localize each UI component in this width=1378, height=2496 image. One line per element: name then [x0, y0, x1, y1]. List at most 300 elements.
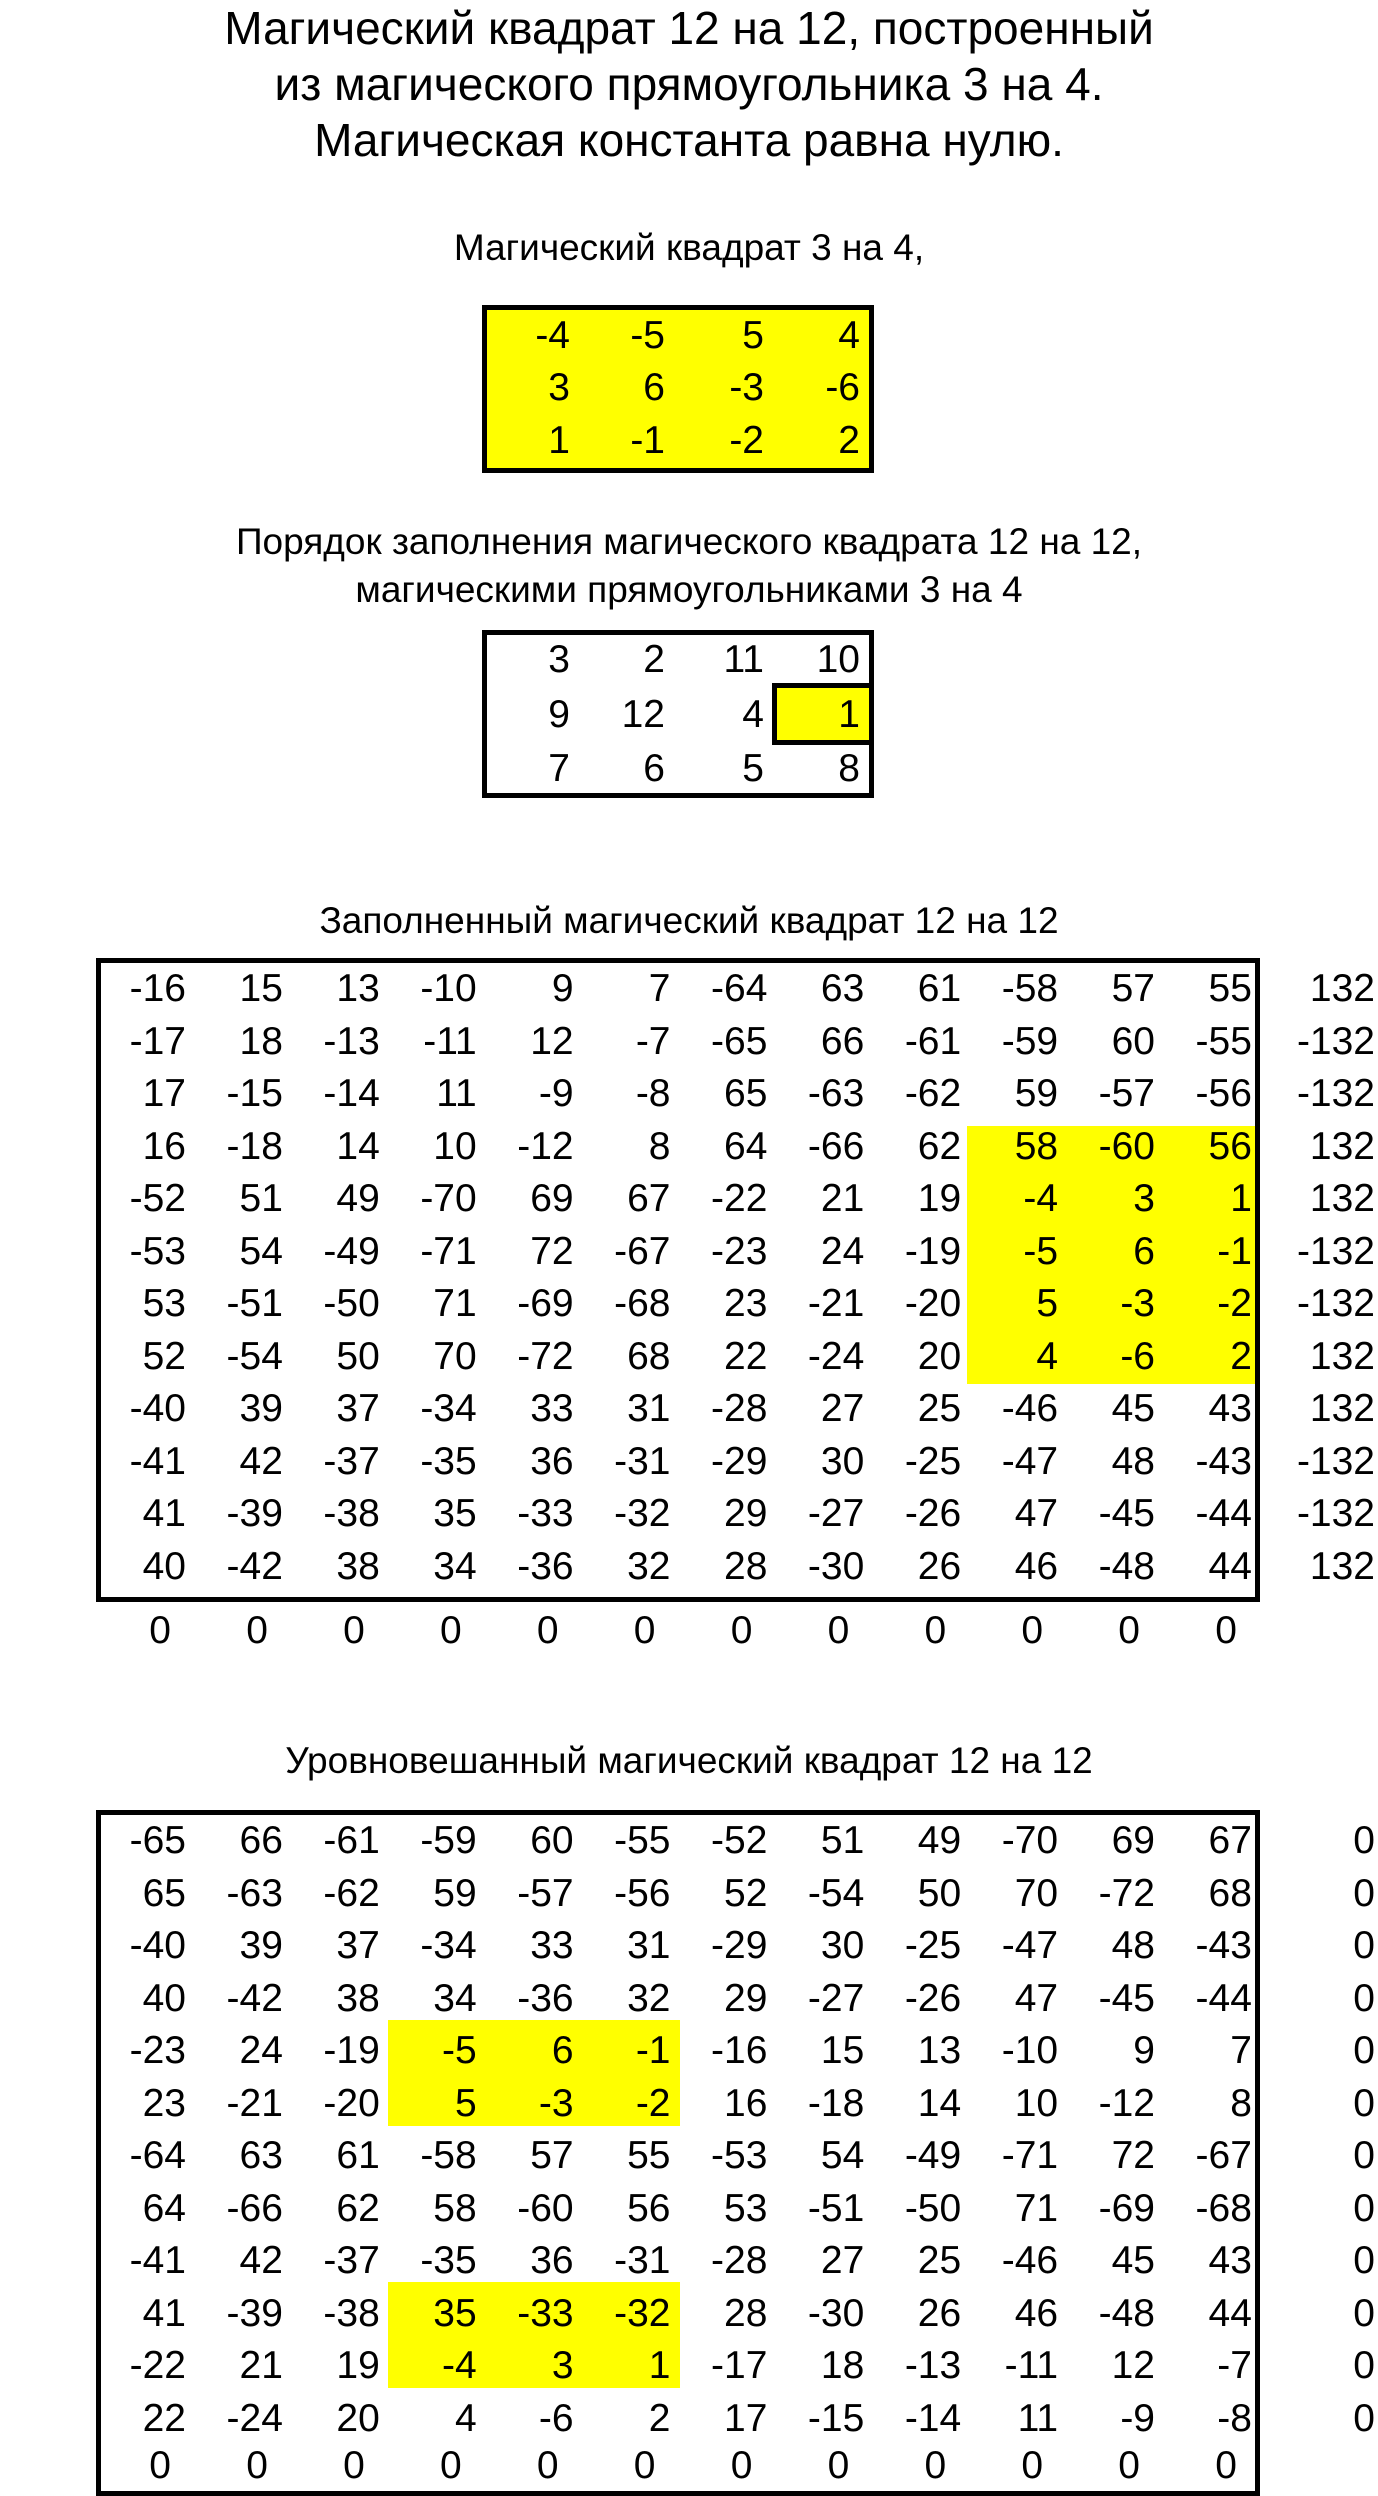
balanced-cell: 27: [820, 2239, 865, 2282]
filled-cell: 62: [917, 1124, 962, 1168]
balanced-cell: 11: [1017, 2396, 1059, 2440]
filled-row-sum: -132: [1296, 1229, 1375, 1273]
order-heading-line-1: Порядок заполнения магического квадрата 12 на 12,: [235, 521, 1143, 562]
balanced-cell: 2: [648, 2396, 671, 2440]
filled-cell: -58: [1001, 967, 1059, 1010]
balanced-cell: 65: [142, 1871, 186, 1915]
filled-cell: 63: [820, 967, 865, 1010]
filled-cell: 48: [1111, 1439, 1155, 1483]
balanced-cell: -40: [129, 1924, 186, 1967]
filled-row-sum: 132: [1309, 1334, 1375, 1378]
balanced-cell: 28: [724, 2291, 768, 2335]
rect-cell: -2: [729, 419, 764, 462]
page-title: [0, 0, 1378, 168]
filled-cell: 59: [1014, 1072, 1059, 1115]
balanced-row-sum: 0: [1353, 2081, 1375, 2125]
filled-cell: 45: [1111, 1387, 1155, 1430]
balanced-cell: 29: [724, 1976, 768, 2020]
filled-cell: 34: [433, 1544, 477, 1588]
filled-cell: -43: [1195, 1439, 1252, 1483]
filled-row-sum: -132: [1296, 1019, 1375, 1063]
filled-cell: 32: [627, 1544, 671, 1588]
balanced-cell: -71: [1001, 2134, 1059, 2177]
balanced-cell: 20: [336, 2396, 380, 2440]
balanced-col-sum: 0: [1118, 2444, 1140, 2487]
balanced-cell: 49: [917, 1819, 962, 1862]
balanced-cell: 70: [1014, 1871, 1059, 1915]
filled-cell: 19: [917, 1177, 962, 1220]
filled-cell: 37: [336, 1387, 380, 1430]
filled-cell: -28: [711, 1387, 768, 1430]
filled-cell: -4: [1023, 1177, 1059, 1220]
rect-cell: 2: [838, 419, 860, 462]
title-line-2: из магического прямоугольника 3 на 4.: [274, 58, 1104, 110]
balanced-cell: 39: [239, 1924, 283, 1967]
balanced-cell: -59: [420, 1819, 477, 1862]
filled-cell: 67: [627, 1177, 671, 1220]
balanced-cell: -39: [226, 2291, 283, 2335]
balanced-cell: 37: [336, 1924, 380, 1967]
balanced-col-sum: 0: [633, 2444, 656, 2487]
balanced-cell: 4: [454, 2396, 477, 2440]
title-line-1: Магический квадрат 12 на 12, построенный: [224, 2, 1154, 54]
order-cell: 6: [643, 747, 665, 790]
balanced-cell: -62: [323, 1871, 380, 1915]
filled-cell: 18: [239, 1019, 283, 1063]
filled-cell: 11: [436, 1072, 477, 1115]
filled-col-sum: 0: [1215, 1609, 1237, 1652]
balanced-cell: -68: [1195, 2186, 1252, 2230]
balanced-cell: 71: [1014, 2186, 1059, 2230]
order-cell: 2: [643, 638, 665, 681]
balanced-col-sum: 0: [149, 2444, 171, 2487]
filled-col-sum: 0: [633, 1609, 656, 1652]
filled-cell: -24: [807, 1334, 865, 1378]
filled-cell: 47: [1014, 1492, 1059, 1535]
filled-cell: -9: [538, 1072, 574, 1115]
filled-cell: 51: [239, 1177, 283, 1220]
balanced-cell: -64: [129, 2134, 186, 2177]
balanced-cell: -51: [807, 2186, 865, 2230]
filled-cell: 40: [142, 1544, 186, 1588]
filled-cell: 71: [433, 1282, 477, 1325]
filled-cell: -21: [807, 1282, 865, 1325]
balanced-cell: 52: [724, 1871, 768, 1915]
filled-cell: 56: [1208, 1124, 1252, 1168]
balanced-cell: -28: [711, 2239, 768, 2282]
filled-cell: -15: [226, 1072, 283, 1115]
filled-cell: -44: [1195, 1492, 1252, 1535]
filled-cell: -3: [1120, 1282, 1155, 1325]
filled-cell: -36: [517, 1544, 574, 1588]
order-cell: 12: [621, 693, 665, 736]
balanced-cell: -25: [904, 1924, 962, 1967]
balanced-cell: -8: [1217, 2396, 1252, 2440]
balanced-col-sum: 0: [246, 2444, 268, 2487]
balanced-cell: 35: [433, 2291, 477, 2335]
rect-cell: -3: [729, 366, 764, 409]
filled-col-sum: 0: [246, 1609, 268, 1652]
filled-cell: -57: [1098, 1072, 1155, 1115]
balanced-cell: -10: [1001, 2029, 1059, 2072]
balanced-cell: -48: [1098, 2291, 1155, 2335]
filled-cell: 3: [1133, 1177, 1155, 1220]
balanced-cell: -69: [1098, 2186, 1155, 2230]
filled-cell: -54: [226, 1334, 283, 1378]
filled-cell: -50: [323, 1282, 380, 1325]
filled-cell: -41: [129, 1439, 186, 1483]
balanced-row-sum: 0: [1353, 1976, 1375, 2020]
filled-cell: -16: [129, 967, 186, 1010]
balanced-cell: 57: [530, 2134, 574, 2177]
balanced-cell: -38: [323, 2291, 380, 2335]
filled-col-sum: 0: [1118, 1609, 1140, 1652]
balanced-cell: -12: [1098, 2081, 1155, 2125]
filled-cell: 42: [239, 1439, 283, 1483]
balanced-cell: 9: [1133, 2029, 1155, 2072]
balanced-cell: -42: [226, 1976, 283, 2020]
filled-cell: -8: [635, 1072, 671, 1115]
balanced-cell: -1: [635, 2029, 671, 2072]
order-cell: 9: [548, 693, 570, 736]
balanced-cell: -18: [807, 2081, 865, 2125]
filled-cell: -71: [420, 1229, 477, 1273]
balanced-cell: 44: [1208, 2291, 1252, 2335]
balanced-cell: -36: [517, 1976, 574, 2020]
balanced-cell: 59: [433, 1871, 477, 1915]
balanced-cell: 24: [239, 2029, 283, 2072]
order-cell: 10: [816, 638, 860, 681]
filled-cell: -45: [1098, 1492, 1155, 1535]
filled-cell: -22: [711, 1177, 768, 1220]
filled-row-sum: -132: [1296, 1439, 1375, 1483]
filled-cell: 25: [917, 1387, 962, 1430]
filled-cell: -30: [807, 1544, 865, 1588]
balanced-cell: -23: [129, 2029, 186, 2072]
filled-cell: 38: [336, 1544, 380, 1588]
filled-cell: 43: [1208, 1387, 1252, 1430]
balanced-cell: -24: [226, 2396, 283, 2440]
title-line-3: Магическая константа равна нулю.: [314, 114, 1064, 166]
balanced-cell: -43: [1195, 1924, 1252, 1967]
balanced-cell: -47: [1001, 1924, 1059, 1967]
filled-cell: 68: [627, 1334, 671, 1378]
balanced-cell: -29: [711, 1924, 768, 1967]
balanced-cell: -70: [1001, 1819, 1059, 1862]
filled-cell: 52: [142, 1334, 186, 1378]
filled-cell: -46: [1001, 1387, 1059, 1430]
filled-cell: 60: [1111, 1019, 1155, 1063]
balanced-cell: 16: [724, 2081, 768, 2125]
filled-cell: -13: [323, 1019, 380, 1063]
balanced-cell: 15: [820, 2029, 865, 2072]
filled-cell: -19: [904, 1229, 962, 1273]
filled-row-sum: 132: [1309, 1177, 1375, 1220]
filled-cell: 14: [336, 1124, 380, 1168]
rect-cell: -1: [630, 419, 665, 462]
filled-cell: 35: [433, 1492, 477, 1535]
balanced-row-sum: 0: [1353, 2239, 1375, 2282]
filled-cell: -40: [129, 1387, 186, 1430]
filled-cell: 23: [724, 1282, 768, 1325]
balanced-cell: -20: [323, 2081, 380, 2125]
filled-cell: -31: [614, 1439, 671, 1483]
filled-cell: 61: [917, 967, 962, 1010]
filled-cell: -5: [1023, 1229, 1059, 1273]
filled-cell: 72: [530, 1229, 574, 1273]
balanced-col-sum: 0: [827, 2444, 850, 2487]
balanced-cell: -32: [614, 2291, 671, 2335]
balanced-cell: 33: [530, 1924, 574, 1967]
balanced-row-sum: 0: [1353, 1871, 1375, 1915]
balanced-cell: -53: [711, 2134, 768, 2177]
balanced-cell: 53: [724, 2186, 768, 2230]
balanced-cell: -52: [711, 1819, 768, 1862]
filled-cell: -18: [226, 1124, 283, 1168]
filled-row-sum: -132: [1296, 1072, 1375, 1115]
filled-cell: 1: [1230, 1177, 1252, 1220]
filled-cell: 13: [336, 967, 380, 1010]
filled-cell: -42: [226, 1544, 283, 1588]
filled-cell: -33: [517, 1492, 574, 1535]
filled-cell: -12: [517, 1124, 574, 1168]
balanced-cell: 45: [1111, 2239, 1155, 2282]
filled-cell: -11: [423, 1019, 477, 1063]
balanced-cell: 50: [917, 1871, 962, 1915]
balanced-cell: 72: [1111, 2134, 1155, 2177]
order-cell: 11: [723, 638, 764, 681]
balanced-cell: 21: [239, 2344, 283, 2387]
balanced-cell: 36: [530, 2239, 574, 2282]
filled-cell: -69: [517, 1282, 574, 1325]
filled-cell: 28: [724, 1544, 768, 1588]
balanced-cell: -9: [1120, 2396, 1155, 2440]
balanced-cell: 42: [239, 2239, 283, 2282]
balanced-cell: -19: [323, 2029, 380, 2072]
filled-cell: 33: [530, 1387, 574, 1430]
balanced-cell: 67: [1208, 1819, 1252, 1862]
filled-cell: 39: [239, 1387, 283, 1430]
order-heading-line-2: магическими прямоугольниками 3 на 4: [355, 569, 1023, 610]
balanced-cell: -65: [129, 1819, 186, 1862]
balanced-row-sum: 0: [1353, 2029, 1375, 2072]
filled-cell: -14: [323, 1072, 380, 1115]
balanced-cell: 8: [1230, 2081, 1252, 2125]
rect-cell: 5: [742, 314, 764, 357]
filled-cell: -70: [420, 1177, 477, 1220]
balanced-cell: -55: [614, 1819, 671, 1862]
filled-cell: 50: [336, 1334, 380, 1378]
filled-cell: -17: [129, 1019, 186, 1063]
filled-cell: -29: [711, 1439, 768, 1483]
filled-cell: 30: [820, 1439, 865, 1483]
balanced-cell: 47: [1014, 1976, 1059, 2020]
balanced-col-sum: 0: [439, 2444, 462, 2487]
balanced-row-sum: 0: [1353, 2134, 1375, 2177]
balanced-cell: 61: [336, 2134, 380, 2177]
filled-cell: 7: [648, 967, 671, 1010]
filled-cell: -65: [711, 1019, 768, 1063]
filled-cell: 8: [648, 1124, 671, 1168]
balanced-cell: -58: [420, 2134, 477, 2177]
balanced-cell: -13: [904, 2344, 962, 2387]
balanced-cell: 22: [142, 2396, 186, 2440]
filled-row-sum: 132: [1309, 1124, 1375, 1168]
rect-cell: 1: [548, 419, 570, 462]
rect-cell: 3: [548, 366, 570, 409]
filled-cell: 9: [551, 967, 574, 1010]
balanced-cell: 63: [239, 2134, 283, 2177]
balanced-cell: 68: [1208, 1871, 1252, 1915]
filled-cell: 22: [724, 1334, 768, 1378]
balanced-cell: -15: [807, 2396, 865, 2440]
rect-cell: 4: [838, 314, 860, 357]
balanced-cell: 6: [551, 2029, 574, 2072]
balanced-col-sum: 0: [343, 2444, 365, 2487]
filled-col-sum: 0: [439, 1609, 462, 1652]
balanced-cell: -26: [904, 1976, 962, 2020]
filled-cell: 15: [239, 967, 283, 1010]
balanced-cell: 18: [820, 2344, 865, 2387]
filled-row-sum: -132: [1296, 1492, 1375, 1535]
filled-cell: -26: [904, 1492, 962, 1535]
order-cell: 4: [742, 693, 764, 736]
balanced-cell: 31: [627, 1924, 671, 1967]
balanced-cell: -34: [420, 1924, 477, 1967]
order-cell: 1: [838, 693, 860, 736]
filled-row-sum: 132: [1309, 1387, 1375, 1430]
filled-col-sum: 0: [730, 1609, 753, 1652]
balanced-cell: -50: [904, 2186, 962, 2230]
filled-cell: 55: [1208, 967, 1252, 1010]
filled-cell: -37: [323, 1439, 380, 1483]
filled-col-sum: 0: [536, 1609, 559, 1652]
filled-cell: -38: [323, 1492, 380, 1535]
balanced-cell: 64: [142, 2186, 186, 2230]
order-cell: 3: [548, 638, 570, 681]
balanced-col-sum: 0: [536, 2444, 559, 2487]
filled-cell: 41: [142, 1492, 186, 1535]
filled-heading: Заполненный магический квадрат 12 на 12: [319, 900, 1059, 941]
filled-cell: -32: [614, 1492, 671, 1535]
filled-cell: -2: [1217, 1282, 1252, 1325]
balanced-cell: -72: [1098, 1871, 1155, 1915]
balanced-cell: 58: [433, 2186, 477, 2230]
filled-cell: 27: [820, 1387, 865, 1430]
balanced-cell: -6: [538, 2396, 574, 2440]
balanced-cell: -16: [711, 2029, 768, 2072]
balanced-cell: -35: [420, 2239, 477, 2282]
balanced-cell: 23: [142, 2081, 186, 2125]
filled-cell: -23: [711, 1229, 768, 1273]
filled-cell: 69: [530, 1177, 574, 1220]
balanced-col-sum: 0: [924, 2444, 947, 2487]
balanced-cell: 12: [1111, 2344, 1155, 2387]
filled-cell: 58: [1014, 1124, 1059, 1168]
filled-cell: 26: [917, 1544, 962, 1588]
balanced-cell: 60: [530, 1819, 574, 1862]
balanced-row-sum: 0: [1353, 2186, 1375, 2230]
balanced-cell: -14: [904, 2396, 962, 2440]
filled-cell: 53: [142, 1282, 186, 1325]
filled-cell: 49: [336, 1177, 380, 1220]
filled-cell: 12: [530, 1019, 574, 1063]
order-cell: 7: [548, 747, 570, 790]
filled-cell: -53: [129, 1229, 186, 1273]
balanced-cell: 32: [627, 1976, 671, 2020]
balanced-cell: -11: [1004, 2344, 1059, 2387]
filled-row-sum: -132: [1296, 1282, 1375, 1325]
balanced-cell: -45: [1098, 1976, 1155, 2020]
filled-cell: 44: [1208, 1544, 1252, 1588]
filled-cell: 64: [724, 1124, 768, 1168]
filled-cell: 4: [1036, 1334, 1059, 1378]
balanced-cell: 14: [917, 2081, 962, 2125]
filled-cell: -10: [420, 967, 477, 1010]
balanced-col-sum: 0: [1215, 2444, 1237, 2487]
rect-cell: 6: [643, 366, 665, 409]
balanced-cell: 7: [1230, 2029, 1252, 2072]
balanced-cell: -41: [129, 2239, 186, 2282]
balanced-cell: -63: [226, 1871, 283, 1915]
filled-cell: 24: [820, 1229, 865, 1273]
balanced-cell: -17: [711, 2344, 768, 2387]
filled-cell: -72: [517, 1334, 574, 1378]
balanced-cell: 25: [917, 2239, 962, 2282]
filled-cell: -48: [1098, 1544, 1155, 1588]
filled-cell: 2: [1230, 1334, 1252, 1378]
balanced-row-sum: 0: [1353, 2396, 1375, 2440]
balanced-cell: -3: [538, 2081, 574, 2125]
filled-cell: 5: [1036, 1282, 1059, 1325]
balanced-cell: -46: [1001, 2239, 1059, 2282]
filled-col-sum: 0: [1021, 1609, 1044, 1652]
balanced-cell: -4: [442, 2344, 477, 2387]
balanced-cell: -22: [129, 2344, 186, 2387]
filled-cell: -66: [807, 1124, 865, 1168]
balanced-cell: 46: [1014, 2291, 1059, 2335]
balanced-cell: 17: [724, 2396, 768, 2440]
balanced-cell: 54: [820, 2134, 865, 2177]
balanced-cell: 48: [1111, 1924, 1155, 1967]
balanced-cell: 40: [142, 1976, 186, 2020]
filled-cell: 6: [1133, 1229, 1155, 1273]
filled-cell: -20: [904, 1282, 962, 1325]
filled-col-sum: 0: [827, 1609, 850, 1652]
filled-cell: 31: [627, 1387, 671, 1430]
balanced-cell: -56: [614, 1871, 671, 1915]
rect-cell: -4: [535, 314, 570, 357]
balanced-heading: Уровновешанный магический квадрат 12 на 12: [285, 1740, 1093, 1781]
filled-col-sum: 0: [149, 1609, 171, 1652]
filled-cell: 29: [724, 1492, 768, 1535]
filled-cell: 70: [433, 1334, 477, 1378]
filled-cell: -25: [904, 1439, 962, 1483]
balanced-cell: 34: [433, 1976, 477, 2020]
filled-cell: -27: [807, 1492, 865, 1535]
filled-cell: -49: [323, 1229, 380, 1273]
balanced-cell: -31: [614, 2239, 671, 2282]
balanced-cell: -27: [807, 1976, 865, 2020]
balanced-cell: 26: [917, 2291, 962, 2335]
filled-cell: 54: [239, 1229, 283, 1273]
balanced-cell: -67: [1195, 2134, 1252, 2177]
balanced-cell: -5: [442, 2029, 477, 2072]
filled-cell: -1: [1217, 1229, 1252, 1273]
balanced-cell: 13: [917, 2029, 962, 2072]
balanced-cell: 62: [336, 2186, 380, 2230]
filled-cell: -52: [129, 1177, 186, 1220]
